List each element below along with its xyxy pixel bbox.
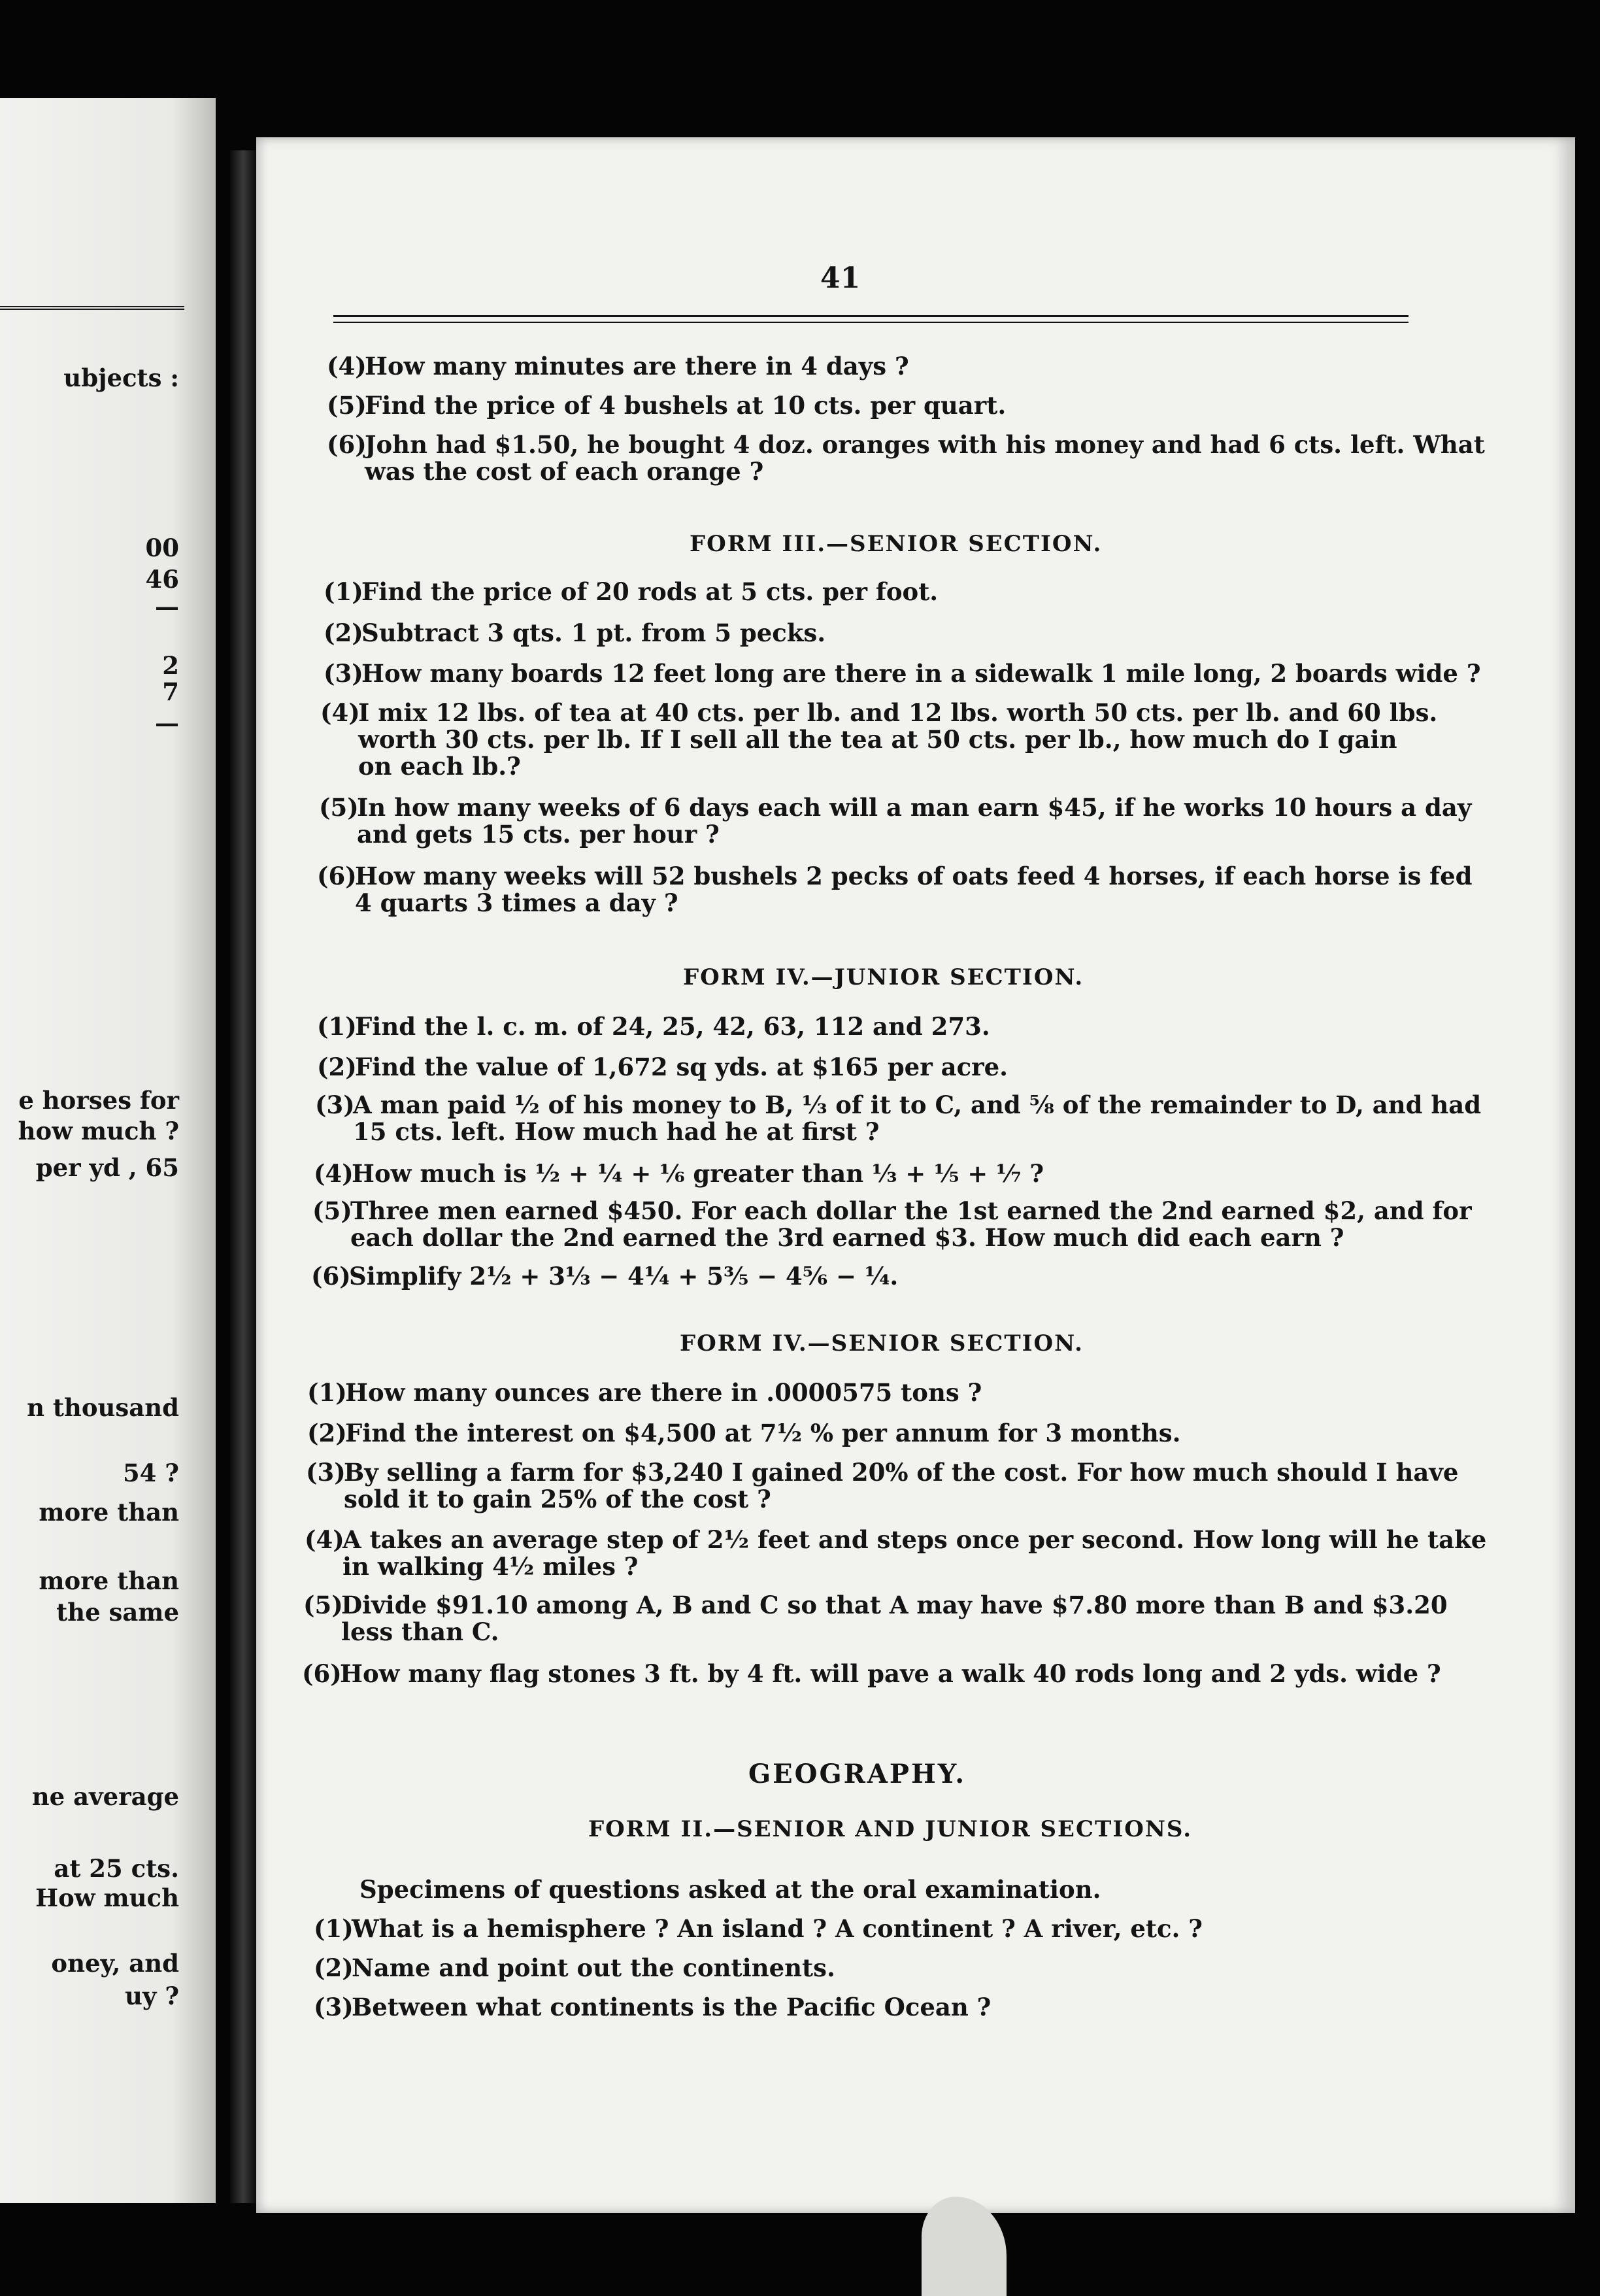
left-page-text-fragment: the same <box>56 1598 179 1627</box>
question-item: (2)Find the interest on $4,500 at 7½ % per annum for 3 months. <box>307 1419 1181 1447</box>
question-item: (6)How many flag stones 3 ft. by 4 ft. will pave a walk 40 rods long and 2 yds. wide ? <box>302 1659 1441 1688</box>
left-page-text-fragment: — <box>155 592 179 621</box>
left-page-text-fragment: at 25 cts. <box>54 1854 179 1883</box>
question-item: (1)How many ounces are there in .0000575 tons ? <box>307 1378 982 1407</box>
section-heading: FORM II.—SENIOR AND JUNIOR SECTIONS. <box>588 1816 1193 1842</box>
question-item: (4)How much is ½ + ¼ + ⅙ greater than ⅓ + ⅕ + ⅐ ? <box>314 1159 1044 1188</box>
question-item: (3)Between what continents is the Pacific Ocean ? <box>314 1993 992 2021</box>
left-page-text-fragment: per yd , 65 <box>35 1153 179 1182</box>
question-item: (4)A takes an average step of 2½ feet and steps once per second. How long will he take in walking 4½ miles ? <box>305 1525 1487 1581</box>
question-item: (3)How many boards 12 feet long are there in a sidewalk 1 mile long, 2 boards wide ? <box>324 659 1481 688</box>
left-page-text-fragment: n thousand <box>27 1393 179 1422</box>
question-item: (4)I mix 12 lbs. of tea at 40 cts. per lb. and 12 lbs. worth 50 cts. per lb. and 60 lbs. worth 30 cts. per lb. If I sell all the tea at 50 cts. per lb., how much do I gain on each lb.? <box>320 698 1438 781</box>
section-heading: FORM III.—SENIOR SECTION. <box>690 531 1103 557</box>
left-page-text-fragment: 46 <box>145 565 179 594</box>
left-page-text-fragment: ne average <box>31 1782 179 1811</box>
question-item: (3)A man paid ½ of his money to B, ⅓ of it to C, and ⅝ of the remainder to D, and had 15 cts. left. How much had he at first ? <box>315 1090 1482 1146</box>
question-item: (5)Three men earned $450. For each dollar the 1st earned the 2nd earned $2, and for each dollar the 2nd earned the 3rd earned $3. How much did each earn ? <box>312 1196 1472 1252</box>
question-item: (5)Find the price of 4 bushels at 10 cts. per quart. <box>327 391 1007 420</box>
question-item: (6)Simplify 2½ + 3⅓ − 4¼ + 5⅗ − 4⅚ − ¼. <box>311 1262 899 1291</box>
question-item: (1)Find the l. c. m. of 24, 25, 42, 63, 112 and 273. <box>317 1012 990 1041</box>
question-item: (1)What is a hemisphere ? An island ? A continent ? A river, etc. ? <box>314 1914 1203 1943</box>
question-item: (2)Find the value of 1,672 sq yds. at $165 per acre. <box>317 1053 1008 1081</box>
section-heading: FORM IV.—SENIOR SECTION. <box>680 1330 1084 1357</box>
left-page-text-fragment: more than <box>39 1566 179 1595</box>
question-item: (6)How many weeks will 52 bushels 2 pecks of oats feed 4 horses, if each horse is fed 4 quarts 3 times a day ? <box>317 862 1473 917</box>
left-page-text-fragment: ubjects : <box>63 363 179 392</box>
question-item: (2)Name and point out the continents. <box>314 1953 835 1982</box>
left-page-text-fragment: uy ? <box>125 1982 179 2010</box>
left-page-rule <box>0 306 184 310</box>
question-item: (1)Find the price of 20 rods at 5 cts. per foot. <box>324 577 939 606</box>
left-page-text-fragment: oney, and <box>51 1949 179 1978</box>
subject-title: GEOGRAPHY. <box>748 1759 967 1789</box>
left-page-text-fragment: How much <box>35 1883 179 1912</box>
section-heading: FORM IV.—JUNIOR SECTION. <box>683 964 1084 990</box>
left-page-text-fragment: 2 <box>162 651 179 680</box>
left-page-text-fragment: 54 ? <box>122 1459 179 1487</box>
question-item: (4)How many minutes are there in 4 days ? <box>327 352 909 380</box>
header-rule <box>333 315 1408 323</box>
question-item: (5)Divide $91.10 among A, B and C so that A may have $7.80 more than B and $3.20 less than C. <box>303 1591 1448 1646</box>
question-item: (5)In how many weeks of 6 days each will a man earn $45, if he works 10 hours a day and gets 15 cts. per hour ? <box>319 793 1472 849</box>
left-page-text-fragment: 00 <box>145 533 179 562</box>
left-page-fragment <box>0 98 216 2203</box>
left-page-text-fragment: how much ? <box>18 1117 179 1145</box>
left-page-text-fragment: more than <box>39 1498 179 1527</box>
book-binding <box>230 150 256 2203</box>
question-item: (6)John had $1.50, he bought 4 doz. oranges with his money and had 6 cts. left. What was the cost of each orange ? <box>327 430 1485 486</box>
intro-text: Specimens of questions asked at the oral examination. <box>359 1875 1101 1904</box>
left-page-text-fragment: e horses for <box>18 1086 179 1115</box>
question-item: (3)By selling a farm for $3,240 I gained 20% of the cost. For how much should I have sold it to gain 25% of the cost ? <box>306 1458 1459 1513</box>
left-page-text-fragment: 7 <box>162 677 179 706</box>
left-page-text-fragment: — <box>155 709 179 737</box>
page-number: 41 <box>820 262 861 295</box>
question-item: (2)Subtract 3 qts. 1 pt. from 5 pecks. <box>324 618 826 647</box>
